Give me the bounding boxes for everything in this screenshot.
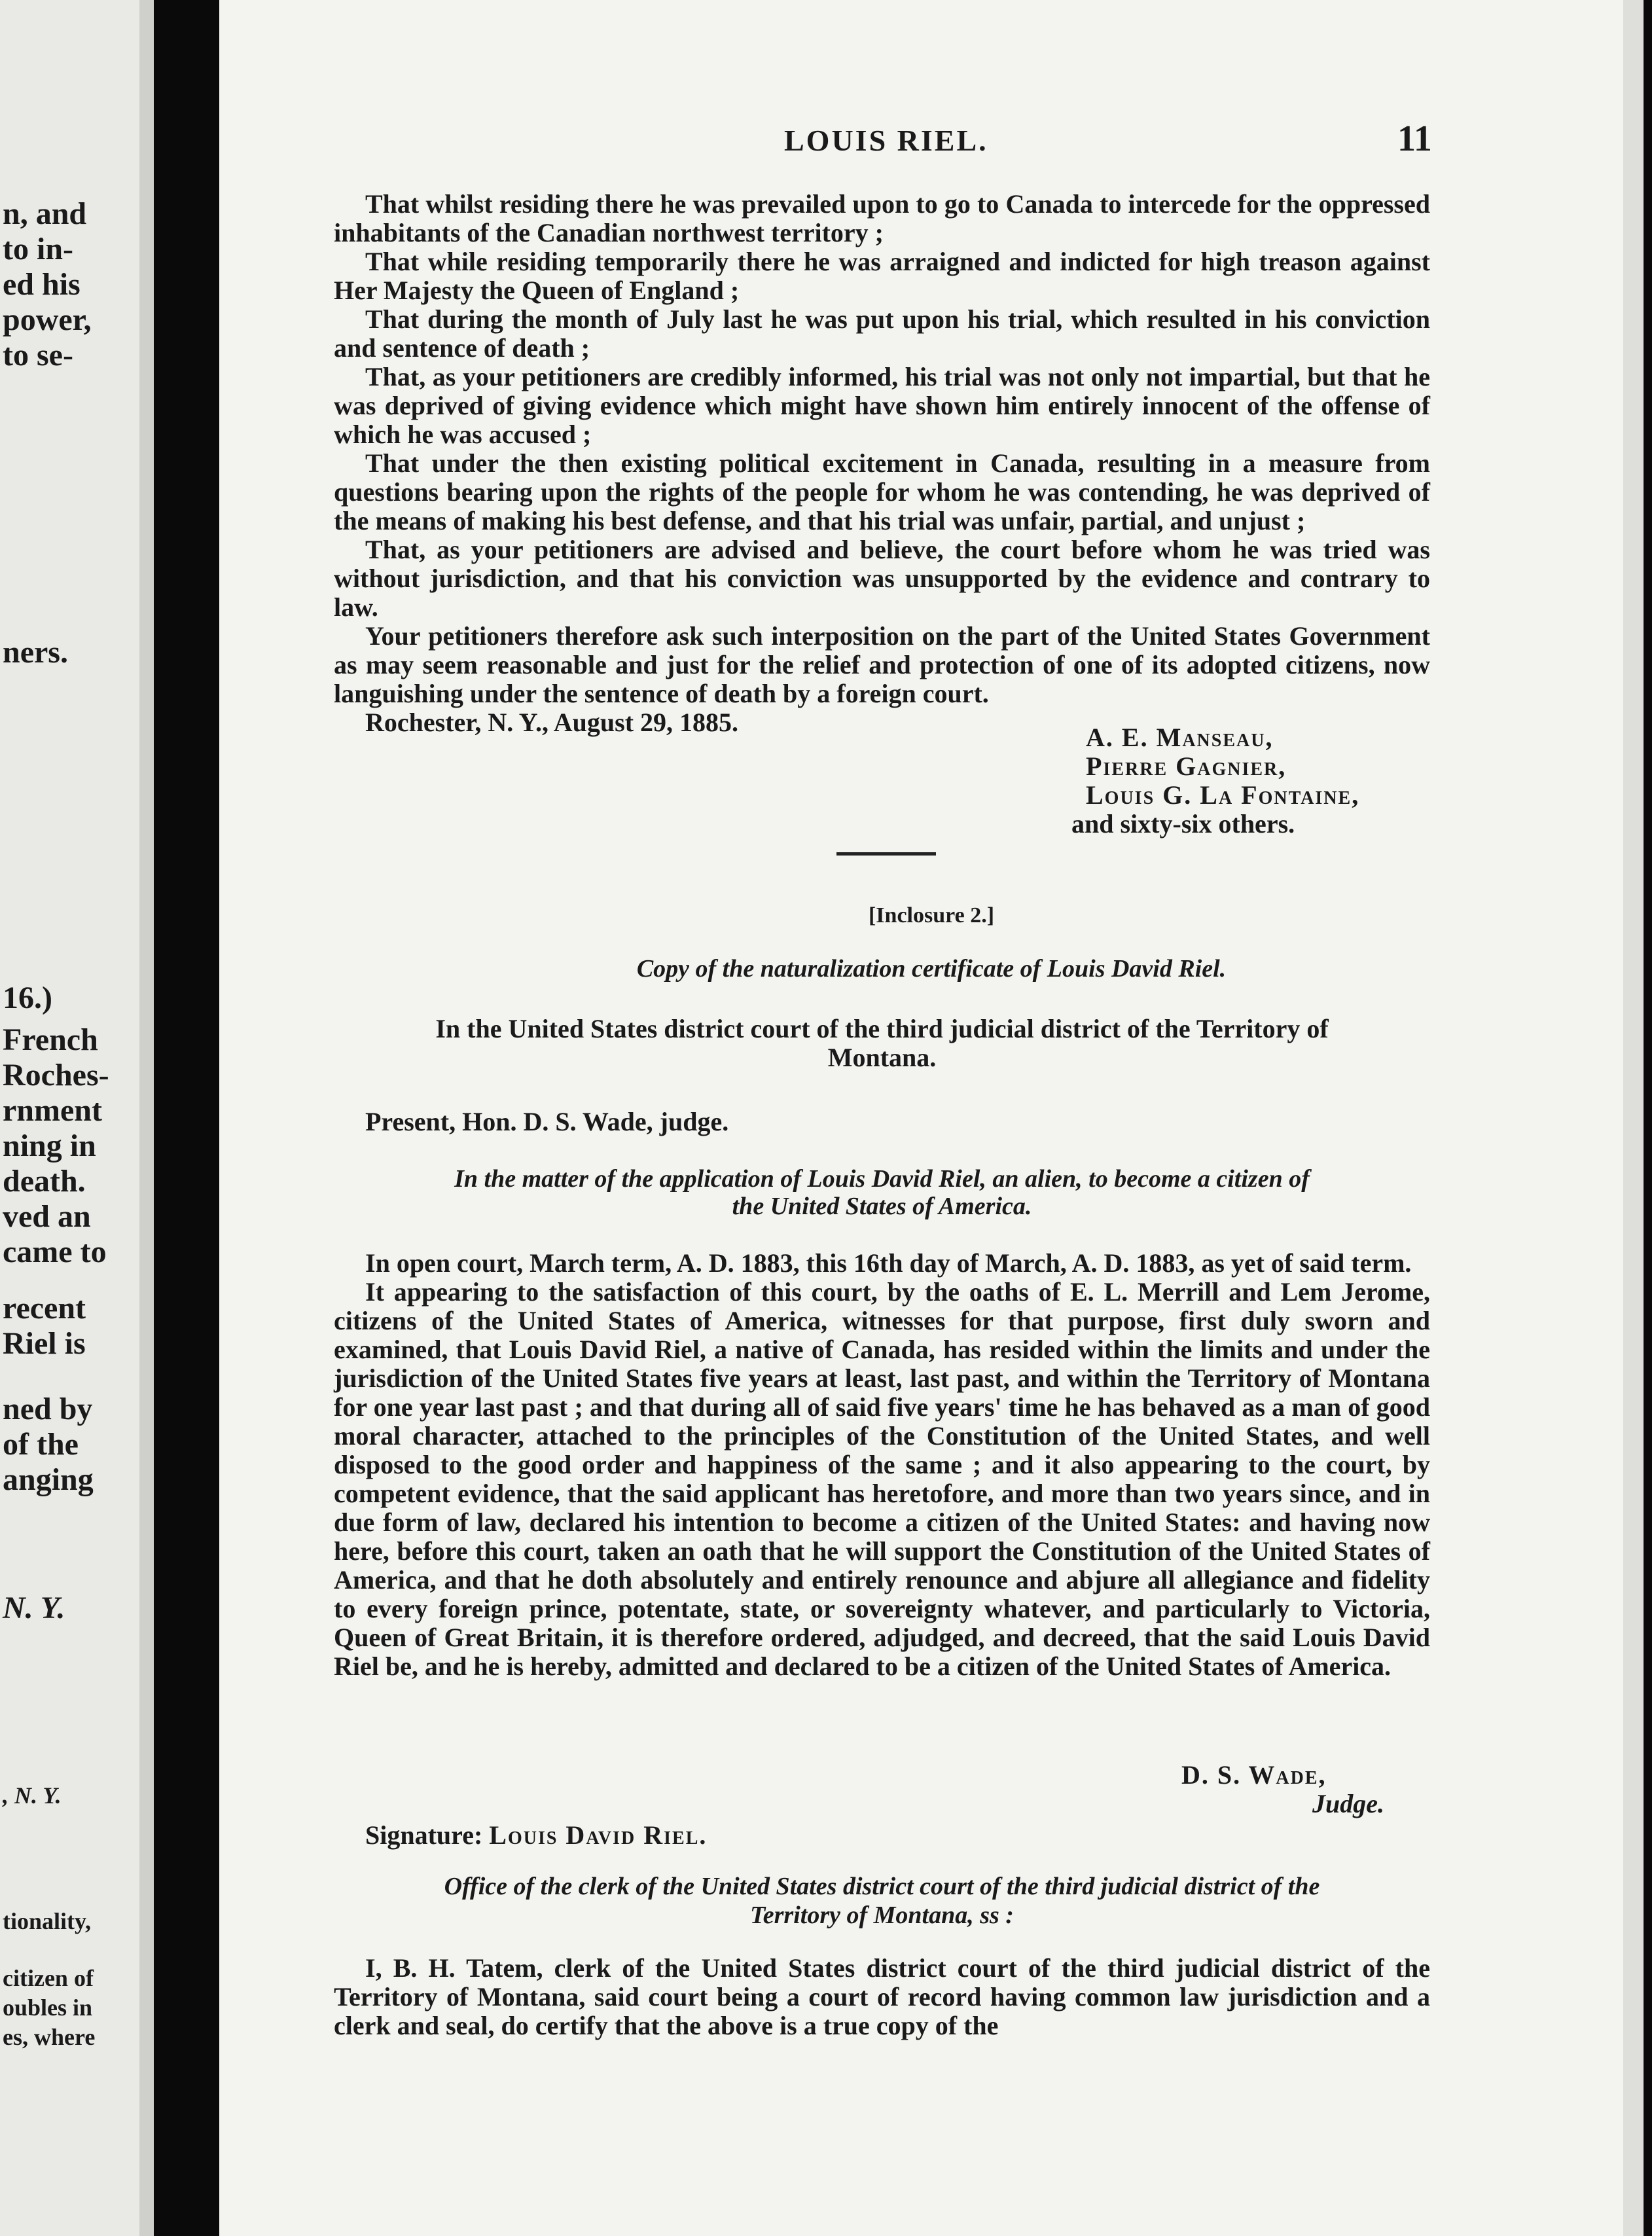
section-divider — [836, 852, 936, 856]
facing-page-line: recent — [3, 1291, 86, 1325]
page-edge — [1623, 0, 1643, 2236]
present-line: Present, Hon. D. S. Wade, judge. — [365, 1107, 729, 1136]
facing-page-line: citizen of — [3, 1965, 94, 1991]
signer: Louis G. La Fontaine, — [1086, 780, 1360, 810]
facing-page-line: ed his — [3, 267, 81, 302]
matter-line: In the matter of the application of Louis David Riel, an alien, to become a citizen of — [454, 1165, 1310, 1193]
book-binding — [154, 0, 219, 2236]
page-number: 11 — [1397, 118, 1432, 159]
facing-page-line: oubles in — [3, 1994, 93, 2021]
signature-label: Signature: — [365, 1820, 483, 1850]
applicant-signature — [365, 1820, 707, 1850]
petition-paragraph: That, as your petitioners are credibly informed, his trial was not only not impartial, but that he was deprived of giving evidence which might have shown him entirely innocent of the offense of which he was accused ; — [334, 362, 1430, 449]
judge-name: D. S. Wade, — [1181, 1760, 1327, 1790]
clerk-office-heading — [334, 1872, 1430, 1930]
facing-page-line: Riel is — [3, 1326, 86, 1361]
facing-page-line: ved an — [3, 1199, 91, 1234]
petition-paragraph: That during the month of July last he was put upon his trial, which resulted in his conviction and sentence of death ; — [334, 304, 1430, 363]
petition-paragraph: That, as your petitioners are advised and believe, the court before whom he was tried was without jurisdiction, and that his conviction was unsupported by the evidence and contrary to law. — [334, 535, 1430, 622]
facing-page-line: anging — [3, 1462, 94, 1497]
petition-paragraph: That while residing temporarily there he was arraigned and indicted for high treason against Her Majesty the Queen of England ; — [334, 247, 1430, 305]
petition-date: Rochester, N. Y., August 29, 1885. — [365, 708, 739, 737]
matter-heading — [334, 1165, 1430, 1220]
page-gutter — [139, 0, 154, 2236]
page-header — [219, 118, 1643, 164]
facing-page-line: Roches- — [3, 1058, 109, 1092]
facing-page-line: to se- — [3, 338, 73, 372]
signer: Pierre Gagnier, — [1086, 751, 1287, 781]
document-page — [219, 0, 1643, 2236]
facing-page-line: tionality, — [3, 1908, 92, 1934]
facing-page-line: French — [3, 1022, 98, 1057]
signers-others: and sixty-six others. — [1071, 809, 1295, 838]
signature-name: Louis David Riel. — [489, 1820, 708, 1850]
facing-page-line: n, and — [3, 196, 87, 231]
certificate-body — [334, 1249, 1430, 1681]
facing-page-line: of the — [3, 1427, 79, 1462]
matter-line: the United States of America. — [732, 1193, 1032, 1220]
facing-page-line: ned by — [3, 1392, 93, 1426]
facing-page-line: rnment — [3, 1093, 102, 1128]
judge-title: Judge. — [1312, 1789, 1384, 1818]
office-line: Territory of Montana, ss : — [750, 1902, 1014, 1929]
facing-page-line: ners. — [3, 635, 68, 670]
court-heading — [334, 1015, 1430, 1072]
court-heading-line: Montana. — [827, 1043, 937, 1072]
facing-page-line: power, — [3, 302, 92, 337]
facing-page-line: ning in — [3, 1128, 96, 1163]
facing-page-line: to in- — [3, 232, 73, 266]
petition-signers — [1071, 723, 1359, 838]
facing-page-line: es, where — [3, 2024, 96, 2050]
clerk-paragraph: I, B. H. Tatem, clerk of the United States district court of the third judicial district of the Territory of Montana, said court being a court of record having common law jurisdiction and a clerk and seal, do certify that the above is a true copy of the — [334, 1953, 1430, 2040]
petition-paragraph: That whilst residing there he was prevailed upon to go to Canada to intercede for the oppressed inhabitants of the Canadian northwest territory ; — [334, 189, 1430, 247]
clerk-certification — [334, 1954, 1430, 2040]
certificate-paragraph: In open court, March term, A. D. 1883, this 16th day of March, A. D. 1883, as yet of said term. — [365, 1248, 1412, 1278]
facing-page-line: came to — [3, 1235, 107, 1269]
facing-page-line: N. Y. — [3, 1591, 65, 1625]
signer: A. E. Manseau, — [1086, 723, 1274, 752]
inclosure-label: [Inclosure 2.] — [868, 903, 995, 928]
certificate-paragraph: It appearing to the satisfaction of this court, by the oaths of E. L. Merrill and Lem Jerome, citizens of the United States of America, witnesses for that purpose, first duly sworn and examined, that Louis David Riel, a native of Canada, has resided within the limits and under the jurisdiction of the United States five years at least, last past, and within the Territory of Montana for one year last past ; and that during all of said five years' time he has behaved as a man of good moral character, attached to the principles of the Constitution of the United States, and well disposed to the good order and happiness of the same ; and it also appearing to the court, by competent evidence, that the said applicant has heretofore, and more than two years since, and in due form of law, declared his intention to become a citizen of the United States: and having now here, before this court, taken an oath that he will support the Constitution of the United States of America, and that he doth absolutely and entirely renounce and abjure all allegiance and fidelity to every foreign prince, potentate, state, or sovereignty whatever, and particularly to Victoria, Queen of Great Britain, it is therefore ordered, adjudged, and decreed, that the said Louis David Riel be, and he is hereby, admitted and declared to be a citizen of the United States of America. — [334, 1277, 1430, 1681]
office-line: Office of the clerk of the United States district court of the third judicial district of the — [444, 1873, 1320, 1900]
facing-page-line: 16.) — [3, 981, 52, 1015]
petition-text — [334, 190, 1430, 737]
facing-page-fragment — [0, 0, 154, 2236]
running-head: LOUIS RIEL. — [784, 124, 988, 157]
court-heading-line: In the United States district court of the third judicial district of the Territory of — [435, 1014, 1329, 1043]
judge-signature — [1181, 1761, 1384, 1818]
petition-paragraph: Your petitioners therefore ask such interposition on the part of the United States Government as may seem reasonable and just for the relief and protection of one of its adopted citizens, now languishing under the sentence of death by a foreign court. — [334, 621, 1430, 708]
facing-page-line: , N. Y. — [3, 1782, 62, 1809]
petition-paragraph: That under the then existing political excitement in Canada, resulting in a measure from questions bearing upon the rights of the people for whom he was contending, he was deprived of the means of making his best defense, and that his trial was unfair, partial, and unjust ; — [334, 448, 1430, 535]
certificate-title: Copy of the naturalization certificate of Louis David Riel. — [636, 955, 1227, 983]
facing-page-line: death. — [3, 1164, 86, 1199]
